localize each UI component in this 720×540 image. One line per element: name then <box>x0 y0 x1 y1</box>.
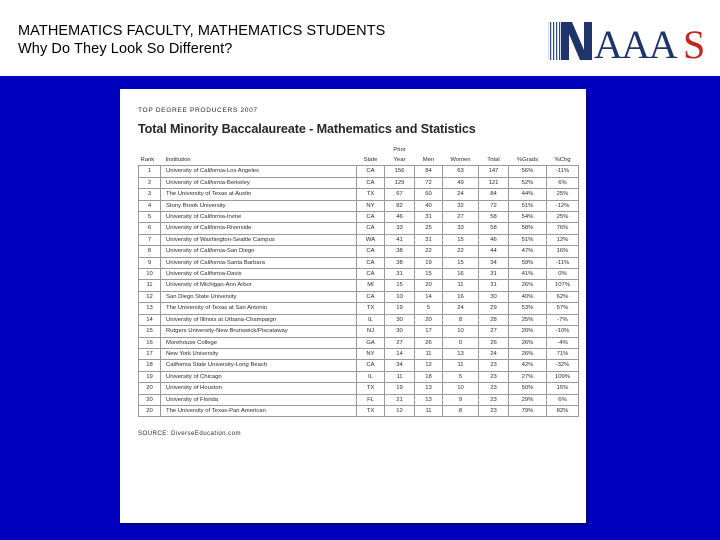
cell-total: 31 <box>479 280 509 291</box>
slide-title-block <box>18 22 385 59</box>
cell-pct-grads: 41% <box>509 269 547 280</box>
th-rank: Rank <box>140 157 155 163</box>
cell-pct-grads: 52% <box>509 177 547 188</box>
cell-institution: University of California-Los Angeles <box>161 166 357 177</box>
cell-rank: 12 <box>139 291 161 302</box>
cell-men: 14 <box>415 291 443 302</box>
cell-total: 27 <box>479 326 509 337</box>
table-row <box>139 189 579 200</box>
th-spacer-women <box>443 146 479 155</box>
cell-state: CA <box>357 177 385 188</box>
cell-rank: 3 <box>139 189 161 200</box>
cell-women: 11 <box>443 280 479 291</box>
cell-pct-grads: 54% <box>509 212 547 223</box>
cell-rank: 19 <box>139 371 161 382</box>
cell-institution: The University of Texas at San Antonio <box>161 303 357 314</box>
cell-total: 44 <box>479 246 509 257</box>
cell-men: 25 <box>415 223 443 234</box>
cell-rank: 16 <box>139 337 161 348</box>
figure-title: Total Minority Baccalaureate - Mathematics and Statistics <box>138 122 476 136</box>
cell-total: 46 <box>479 234 509 245</box>
cell-state: TX <box>357 189 385 200</box>
th-prior-bottom: Year <box>393 157 406 163</box>
cell-pct-grads: 51% <box>509 234 547 245</box>
table-row <box>139 166 579 177</box>
table-row <box>139 326 579 337</box>
cell-rank: 20 <box>139 394 161 405</box>
cell-institution: Rutgers University-New Brunswick/Piscataway <box>161 326 357 337</box>
cell-state: TX <box>357 303 385 314</box>
cell-institution: University of California-Santa Barbara <box>161 257 357 268</box>
cell-women: 0 <box>443 337 479 348</box>
cell-state: CA <box>357 257 385 268</box>
aaas-logo-mark <box>544 18 712 64</box>
cell-rank: 11 <box>139 280 161 291</box>
cell-pct-grads: 50% <box>509 383 547 394</box>
cell-women: 16 <box>443 291 479 302</box>
cell-total: 147 <box>479 166 509 177</box>
cell-pct-grads: 20% <box>509 326 547 337</box>
cell-pct-chg: 16% <box>547 246 579 257</box>
cell-prior-year: 129 <box>385 177 415 188</box>
cell-state: MI <box>357 280 385 291</box>
cell-total: 29 <box>479 303 509 314</box>
cell-men: 84 <box>415 166 443 177</box>
cell-men: 22 <box>415 246 443 257</box>
th-state: State <box>363 157 378 163</box>
cell-institution: New York University <box>161 348 357 359</box>
cell-institution: Morehouse College <box>161 337 357 348</box>
cell-pct-chg: 0% <box>547 269 579 280</box>
th-chg: %Chg <box>554 157 571 163</box>
page-title: MATHEMATICS FACULTY, MATHEMATICS STUDENTS <box>18 23 386 39</box>
cell-total: 28 <box>479 314 509 325</box>
cell-women: 27 <box>443 212 479 223</box>
cell-rank: 17 <box>139 348 161 359</box>
cell-men: 26 <box>415 337 443 348</box>
th-prior-top: Prior <box>393 147 406 153</box>
cell-state: CA <box>357 360 385 371</box>
cell-institution: University of Michigan-Ann Arbor <box>161 280 357 291</box>
cell-pct-grads: 51% <box>509 200 547 211</box>
table-row <box>139 223 579 234</box>
cell-state: WA <box>357 234 385 245</box>
cell-rank: 2 <box>139 177 161 188</box>
cell-prior-year: 67 <box>385 189 415 200</box>
cell-state: NY <box>357 348 385 359</box>
cell-women: 63 <box>443 166 479 177</box>
cell-rank: 5 <box>139 212 161 223</box>
cell-pct-chg: 6% <box>547 177 579 188</box>
cell-state: IL <box>357 314 385 325</box>
top-degree-producers-table <box>138 146 579 417</box>
cell-institution: California State University-Long Beach <box>161 360 357 371</box>
th-men: Men <box>422 157 435 163</box>
cell-men: 15 <box>415 269 443 280</box>
cell-rank: 6 <box>139 223 161 234</box>
cell-rank: 15 <box>139 326 161 337</box>
cell-men: 5 <box>415 303 443 314</box>
cell-men: 20 <box>415 314 443 325</box>
cell-state: CA <box>357 166 385 177</box>
cell-pct-grads: 59% <box>509 257 547 268</box>
cell-total: 23 <box>479 383 509 394</box>
cell-pct-chg: 25% <box>547 189 579 200</box>
cell-institution: The University of Texas-Pan American <box>161 405 357 416</box>
cell-institution: University of Houston <box>161 383 357 394</box>
cell-total: 23 <box>479 371 509 382</box>
table-row <box>139 280 579 291</box>
cell-prior-year: 46 <box>385 212 415 223</box>
cell-rank: 14 <box>139 314 161 325</box>
cell-rank: 1 <box>139 166 161 177</box>
cell-prior-year: 33 <box>385 223 415 234</box>
cell-pct-chg: 62% <box>547 291 579 302</box>
cell-prior-year: 11 <box>385 371 415 382</box>
cell-total: 30 <box>479 291 509 302</box>
th-spacer-state <box>357 146 385 155</box>
table-row <box>139 405 579 416</box>
table-header-row-prior <box>139 146 579 155</box>
table-row <box>139 212 579 223</box>
cell-prior-year: 10 <box>385 291 415 302</box>
th-spacer-inst <box>161 146 357 155</box>
cell-men: 17 <box>415 326 443 337</box>
aaas-logo <box>544 18 712 64</box>
cell-pct-chg: 82% <box>547 405 579 416</box>
cell-pct-grads: 58% <box>509 223 547 234</box>
cell-pct-chg: 57% <box>547 303 579 314</box>
cell-institution: University of California-Berkeley <box>161 177 357 188</box>
cell-state: NY <box>357 200 385 211</box>
table-header <box>139 146 579 166</box>
table-row <box>139 234 579 245</box>
cell-men: 11 <box>415 405 443 416</box>
cell-women: 5 <box>443 371 479 382</box>
cell-total: 23 <box>479 405 509 416</box>
table-row <box>139 291 579 302</box>
cell-total: 34 <box>479 257 509 268</box>
cell-state: TX <box>357 405 385 416</box>
cell-rank: 13 <box>139 303 161 314</box>
cell-pct-grads: 27% <box>509 371 547 382</box>
cell-women: 10 <box>443 383 479 394</box>
cell-pct-chg: 71% <box>547 348 579 359</box>
cell-total: 26 <box>479 337 509 348</box>
cell-women: 8 <box>443 314 479 325</box>
th-women: Women <box>450 157 471 163</box>
cell-prior-year: 14 <box>385 348 415 359</box>
table-row <box>139 360 579 371</box>
cell-men: 13 <box>415 383 443 394</box>
cell-prior-year: 27 <box>385 337 415 348</box>
cell-prior-year: 30 <box>385 326 415 337</box>
cell-pct-grads: 25% <box>509 314 547 325</box>
cell-total: 121 <box>479 177 509 188</box>
cell-women: 8 <box>443 405 479 416</box>
cell-women: 24 <box>443 189 479 200</box>
figure-source: SOURCE: DiverseEducation.com <box>138 430 242 438</box>
cell-women: 13 <box>443 348 479 359</box>
cell-men: 31 <box>415 212 443 223</box>
cell-women: 24 <box>443 303 479 314</box>
cell-pct-chg: 12% <box>547 234 579 245</box>
cell-total: 23 <box>479 360 509 371</box>
cell-institution: University of Chicago <box>161 371 357 382</box>
cell-women: 10 <box>443 326 479 337</box>
cell-pct-chg: -10% <box>547 326 579 337</box>
cell-total: 84 <box>479 189 509 200</box>
cell-pct-chg: 25% <box>547 212 579 223</box>
cell-prior-year: 19 <box>385 383 415 394</box>
cell-women: 49 <box>443 177 479 188</box>
cell-rank: 4 <box>139 200 161 211</box>
cell-rank: 10 <box>139 269 161 280</box>
cell-pct-chg: -32% <box>547 360 579 371</box>
cell-women: 11 <box>443 360 479 371</box>
cell-prior-year: 82 <box>385 200 415 211</box>
cell-pct-grads: 79% <box>509 405 547 416</box>
table-figure <box>138 107 572 513</box>
cell-women: 9 <box>443 394 479 405</box>
th-total: Total <box>487 157 500 163</box>
cell-state: CA <box>357 291 385 302</box>
cell-pct-grads: 53% <box>509 303 547 314</box>
th-institution: Institution <box>165 157 191 163</box>
cell-men: 40 <box>415 200 443 211</box>
cell-pct-grads: 26% <box>509 337 547 348</box>
cell-pct-chg: 15% <box>547 383 579 394</box>
cell-pct-grads: 26% <box>509 280 547 291</box>
table-row <box>139 303 579 314</box>
cell-prior-year: 38 <box>385 257 415 268</box>
cell-pct-grads: 40% <box>509 291 547 302</box>
cell-institution: University of Florida <box>161 394 357 405</box>
th-spacer-total <box>479 146 509 155</box>
table-row <box>139 394 579 405</box>
cell-prior-year: 41 <box>385 234 415 245</box>
cell-pct-chg: 107% <box>547 280 579 291</box>
cell-state: CA <box>357 246 385 257</box>
th-spacer-grads <box>509 146 547 155</box>
cell-state: FL <box>357 394 385 405</box>
cell-state: CA <box>357 269 385 280</box>
cell-pct-chg: 6% <box>547 394 579 405</box>
table-row <box>139 383 579 394</box>
cell-state: TX <box>357 383 385 394</box>
th-grads: %Grads <box>516 157 539 163</box>
cell-total: 23 <box>479 394 509 405</box>
cell-rank: 7 <box>139 234 161 245</box>
cell-institution: University of Washington-Seattle Campus <box>161 234 357 245</box>
page-subtitle: Why Do They Look So Different? <box>18 41 233 57</box>
cell-pct-chg: -11% <box>547 166 579 177</box>
cell-rank: 20 <box>139 405 161 416</box>
cell-men: 18 <box>415 371 443 382</box>
aaas-logo-text-dark: AAA <box>594 22 677 64</box>
cell-pct-chg: 109% <box>547 371 579 382</box>
cell-institution: University of California-Irvine <box>161 212 357 223</box>
cell-state: NJ <box>357 326 385 337</box>
cell-prior-year: 31 <box>385 269 415 280</box>
table-header-row <box>139 155 579 166</box>
table-body <box>139 166 579 417</box>
cell-total: 31 <box>479 269 509 280</box>
cell-pct-chg: -11% <box>547 257 579 268</box>
cell-prior-year: 38 <box>385 246 415 257</box>
table-row <box>139 314 579 325</box>
cell-institution: San Diego State University <box>161 291 357 302</box>
cell-pct-chg: -7% <box>547 314 579 325</box>
cell-prior-year: 21 <box>385 394 415 405</box>
cell-state: CA <box>357 223 385 234</box>
table-row <box>139 337 579 348</box>
cell-total: 24 <box>479 348 509 359</box>
cell-pct-chg: -4% <box>547 337 579 348</box>
cell-men: 12 <box>415 360 443 371</box>
cell-pct-grads: 42% <box>509 360 547 371</box>
cell-women: 22 <box>443 246 479 257</box>
cell-total: 72 <box>479 200 509 211</box>
cell-state: CA <box>357 212 385 223</box>
cell-men: 19 <box>415 257 443 268</box>
cell-institution: The University of Texas at Austin <box>161 189 357 200</box>
cell-institution: University of California-Davis <box>161 269 357 280</box>
cell-pct-chg: -12% <box>547 200 579 211</box>
cell-women: 33 <box>443 223 479 234</box>
th-spacer-chg <box>547 146 579 155</box>
cell-men: 20 <box>415 280 443 291</box>
figure-kicker: TOP DEGREE PRODUCERS 2007 <box>138 107 258 114</box>
cell-pct-chg: 76% <box>547 223 579 234</box>
slide-header <box>0 0 720 76</box>
cell-rank: 18 <box>139 360 161 371</box>
cell-rank: 20 <box>139 383 161 394</box>
cell-women: 15 <box>443 234 479 245</box>
table-row <box>139 257 579 268</box>
aaas-logo-text-accent: S <box>683 22 706 64</box>
cell-pct-grads: 29% <box>509 394 547 405</box>
cell-men: 13 <box>415 394 443 405</box>
table-row <box>139 246 579 257</box>
cell-prior-year: 19 <box>385 303 415 314</box>
table-row <box>139 177 579 188</box>
cell-prior-year: 30 <box>385 314 415 325</box>
cell-women: 32 <box>443 200 479 211</box>
cell-women: 15 <box>443 257 479 268</box>
cell-pct-grads: 44% <box>509 189 547 200</box>
cell-prior-year: 12 <box>385 405 415 416</box>
cell-institution: Stony Brook University <box>161 200 357 211</box>
table-row <box>139 371 579 382</box>
cell-men: 31 <box>415 234 443 245</box>
content-panel <box>120 89 586 523</box>
cell-pct-grads: 47% <box>509 246 547 257</box>
cell-institution: University of California-Riverside <box>161 223 357 234</box>
cell-pct-grads: 26% <box>509 348 547 359</box>
cell-men: 72 <box>415 177 443 188</box>
cell-prior-year: 15 <box>385 280 415 291</box>
cell-prior-year: 156 <box>385 166 415 177</box>
table-row <box>139 200 579 211</box>
cell-rank: 8 <box>139 246 161 257</box>
cell-prior-year: 34 <box>385 360 415 371</box>
cell-pct-grads: 56% <box>509 166 547 177</box>
cell-women: 16 <box>443 269 479 280</box>
cell-men: 11 <box>415 348 443 359</box>
cell-state: GA <box>357 337 385 348</box>
cell-total: 58 <box>479 223 509 234</box>
table-row <box>139 269 579 280</box>
th-spacer-rank <box>139 146 161 155</box>
cell-state: IL <box>357 371 385 382</box>
cell-institution: University of Illinois at Urbana-Champaign <box>161 314 357 325</box>
cell-men: 60 <box>415 189 443 200</box>
cell-institution: University of California-San Diego <box>161 246 357 257</box>
th-spacer-men <box>415 146 443 155</box>
cell-total: 58 <box>479 212 509 223</box>
cell-rank: 9 <box>139 257 161 268</box>
table-row <box>139 348 579 359</box>
